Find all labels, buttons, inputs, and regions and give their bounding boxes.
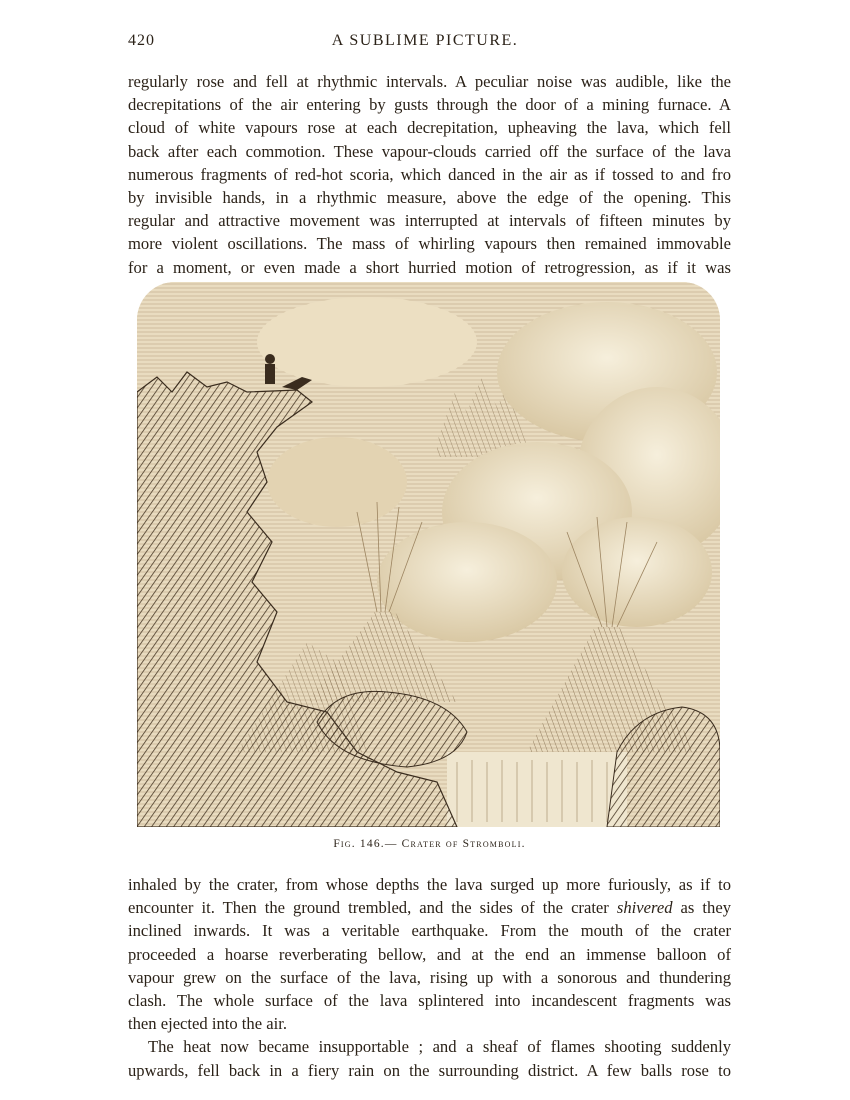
- text-line: vapour grew on the surface of the lava, rising up with a sonorous and thundering: [128, 967, 731, 987]
- text-line: then ejected into the air.: [128, 1014, 287, 1034]
- body-text-bottom: [128, 873, 731, 1082]
- italic-word: shivered: [616, 898, 673, 918]
- engraving-figure: [137, 282, 720, 827]
- text-line: cloud of white vapours rose at each decrepitation, upheaving the lava, which fell: [128, 118, 731, 138]
- body-text-top: [128, 70, 731, 279]
- figure-caption: Fig. 146.— Crater of Stromboli.: [333, 838, 526, 850]
- text-line: The heat now became insupportable ; and a sheaf of flames shooting suddenly: [148, 1037, 731, 1057]
- page-number: 420: [128, 32, 155, 49]
- text-line: inclined inwards. It was a veritable earthquake. From the mouth of the crater: [128, 921, 731, 941]
- text-line: decrepitations of the air entering by gusts through the door of a mining furnace. A: [128, 95, 731, 115]
- running-title: A SUBLIME PICTURE.: [331, 32, 519, 49]
- text-line: back after each commotion. These vapour-clouds carried off the surface of the lava: [128, 141, 731, 161]
- text-line: regular and attractive movement was interrupted at intervals of fifteen minutes by: [128, 211, 731, 231]
- text-line: inhaled by the crater, from whose depths the lava surged up more furiously, as if to: [128, 875, 731, 894]
- text-span: as they: [672, 898, 731, 918]
- text-line: by invisible hands, in a rhythmic measure, above the edge of the opening. This: [128, 188, 731, 208]
- text-span: encounter it. Then the ground trembled, and the sides of the crater: [128, 898, 617, 918]
- text-line: [128, 896, 731, 919]
- text-line: regularly rose and fell at rhythmic intervals. A peculiar noise was audible, like the: [128, 72, 731, 91]
- running-head: [128, 30, 722, 52]
- text-line: numerous fragments of red-hot scoria, which danced in the air as if tossed to and fro: [128, 164, 731, 184]
- text-line: for a moment, or even made a short hurried motion of retrogression, as if it was: [128, 257, 731, 277]
- text-line: upwards, fell back in a fiery rain on the surrounding district. A few balls rose to: [128, 1060, 731, 1080]
- text-line: clash. The whole surface of the lava splintered into incandescent fragments was: [128, 991, 731, 1011]
- crater-engraving: [137, 282, 720, 827]
- text-line: more violent oscillations. The mass of whirling vapours then remained immovable: [128, 234, 731, 254]
- text-line: proceeded a hoarse reverberating bellow, and at the end an immense balloon of: [128, 944, 731, 964]
